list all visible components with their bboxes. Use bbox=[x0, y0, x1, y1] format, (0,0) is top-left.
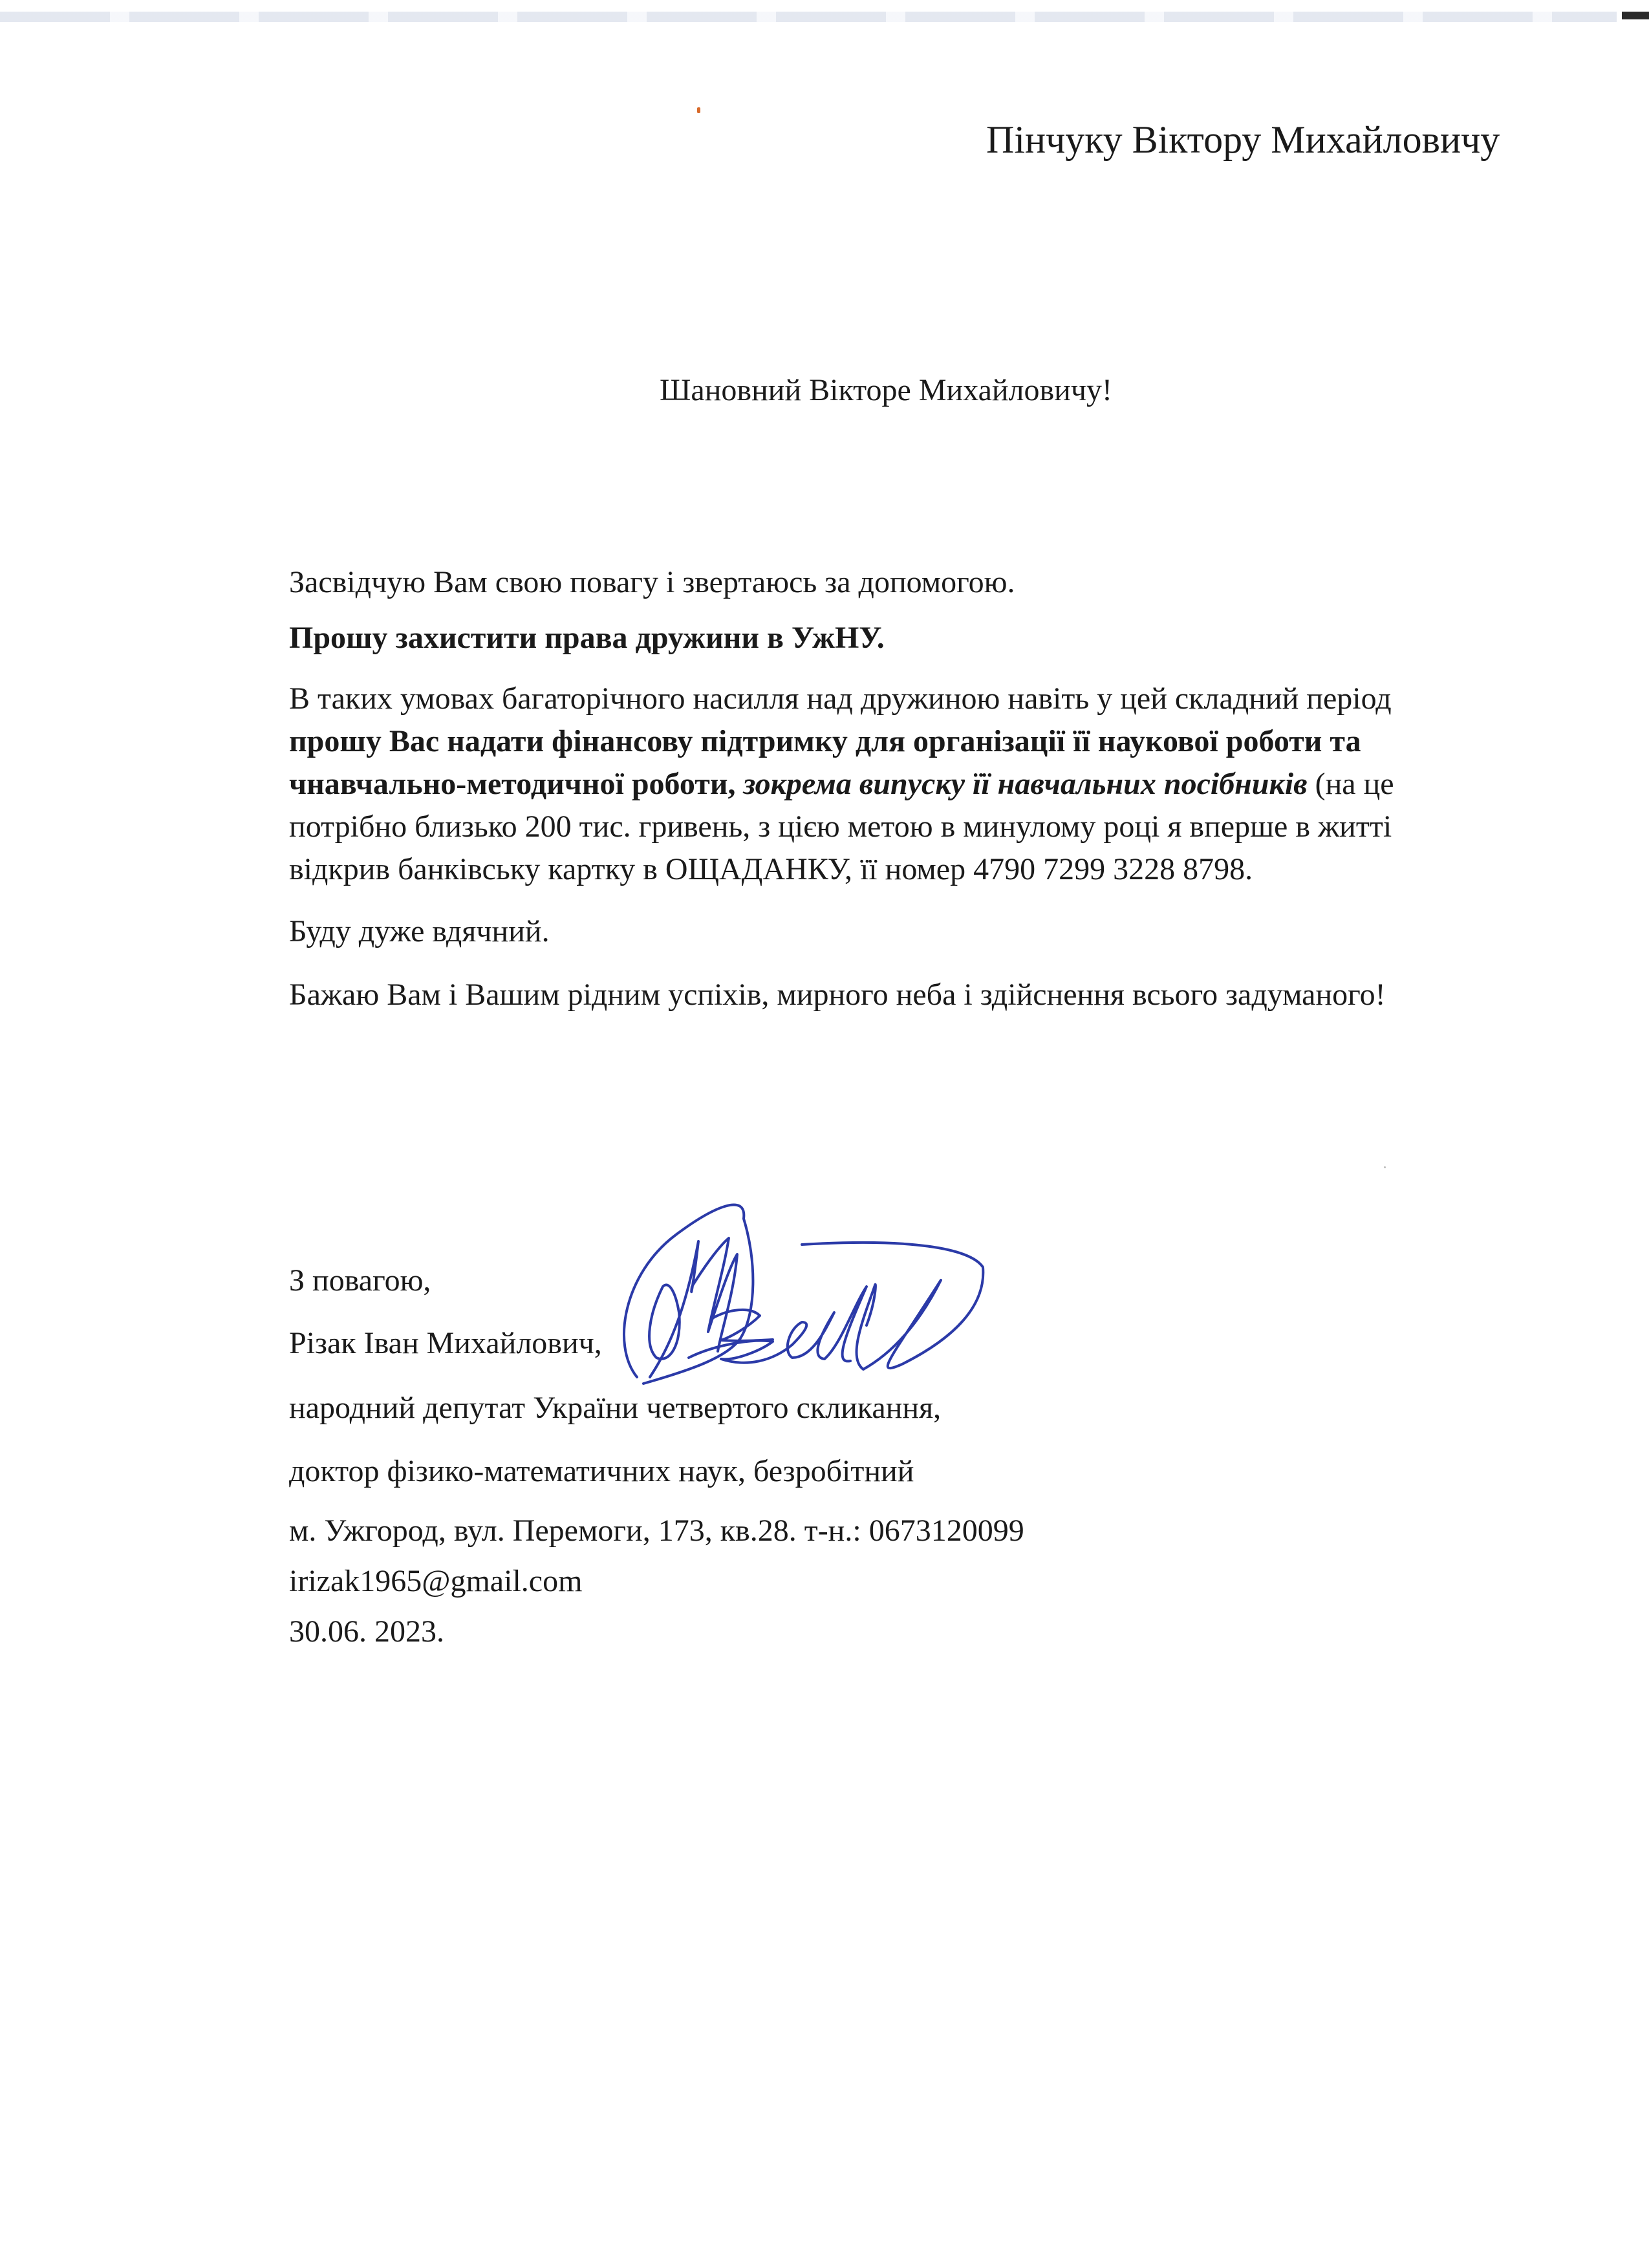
signature-final-stroke bbox=[802, 1243, 983, 1369]
scan-artifact-mark bbox=[1622, 12, 1649, 19]
signer-address: м. Ужгород, вул. Перемоги, 173, кв.28. т-н.: 0673120099 bbox=[289, 1514, 1024, 1548]
letter-date: 30.06. 2023. bbox=[289, 1614, 444, 1649]
paragraph-thanks: Буду дуже вдячний. bbox=[289, 914, 550, 948]
closing-regards: З повагою, bbox=[289, 1263, 431, 1298]
paragraph-line: В таких умовах багаторічного насилля над дружиною навіть у цей складний період bbox=[289, 681, 1392, 716]
paragraph-request-heading: Прошу захистити права дружини в УжНУ. bbox=[289, 621, 885, 655]
text-bold: чнавчально-методичної роботи, bbox=[289, 767, 736, 801]
paragraph-respect: Засвідчую Вам свою повагу і звертаюсь за допомогою. bbox=[289, 565, 1015, 599]
text-regular: (на це bbox=[1315, 767, 1394, 801]
signature-inner-loop bbox=[649, 1285, 680, 1359]
paragraph-request bbox=[289, 678, 1460, 891]
salutation bbox=[0, 372, 1649, 408]
signer-name: Різак Іван Михайлович, bbox=[289, 1326, 602, 1360]
paragraph-line: відкрив банківську картку в ОЩАДАНКУ, її номер 4790 7299 3228 8798. bbox=[289, 852, 1253, 886]
salutation-text: Шановний Вікторе Михайловичу! bbox=[660, 373, 1112, 407]
paragraph-line-mixed bbox=[289, 763, 1460, 806]
signer-title: народний депутат України четвертого скликання, bbox=[289, 1391, 942, 1425]
signer-email: irizak1965@gmail.com bbox=[289, 1564, 583, 1598]
scan-speck bbox=[1384, 1166, 1386, 1168]
addressee: Пінчуку Віктору Михайловичу bbox=[986, 118, 1500, 161]
paragraph-line-bold: прошу Вас надати фінансову підтримку для організації її наукової роботи та bbox=[289, 724, 1361, 758]
letter-body bbox=[289, 561, 1460, 1016]
text-bold-italic: зокрема випуску її навчальних посібників bbox=[743, 767, 1308, 801]
handwritten-signature bbox=[618, 1183, 1264, 1390]
scan-artifact-band bbox=[0, 12, 1617, 22]
signer-degree: доктор фізико-математичних наук, безробітний bbox=[289, 1454, 914, 1488]
paragraph-line: потрібно близько 200 тис. гривень, з цією метою в минулому році я вперше в житті bbox=[289, 809, 1392, 844]
scan-artifact-dot bbox=[697, 107, 700, 113]
paragraph-wishes: Бажаю Вам і Вашим рідним успіхів, мирного неба і здійснення всього задуманого! bbox=[289, 978, 1386, 1012]
